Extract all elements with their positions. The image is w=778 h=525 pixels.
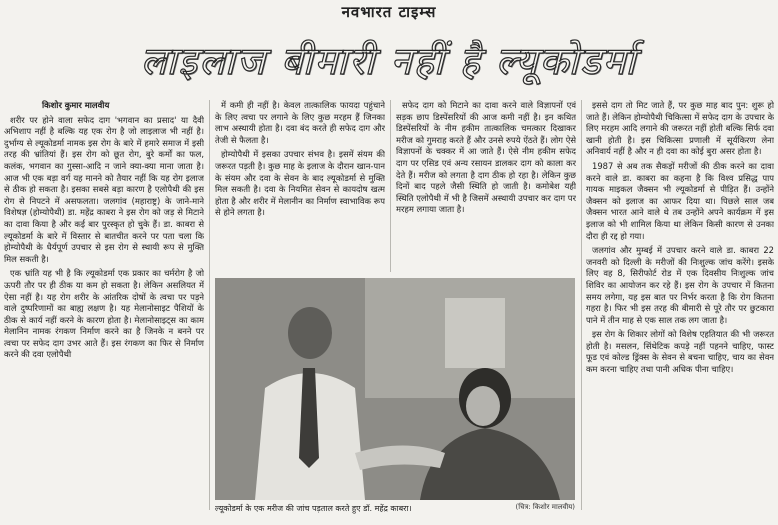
paragraph: जलगांव और मुम्बई में उपचार करने वाले डा. काबरा 22 जनवरी को दिल्ली के मरीजों की निःशुल्क जांच करेंगे। इसके लिए वह 8, सिरीफोर्ट रोड में एक दिवसीय निःशुल्क जांच शिविर का आयोजन कर रहे हैं। इस रोग के उपचार में कितना समय लगेगा, यह इस बात पर निर्भर करता है कि रोग कितना गहरा है। फिर भी इस तरह की बीमारी से पूरे तौर पर छुटकारा पाने में तीन माह से एक साल तक लग जाता है। (586, 245, 774, 325)
column-divider (390, 100, 391, 272)
photo-caption: ल्यूकोडर्मा के एक मरीज की जांच पड़ताल करते हुए डॉ. महेंद्र काबरा। (215, 504, 412, 513)
paragraph: इस रोग के शिकार लोगों को विशेष एहतियात की भी जरूरत होती है। मसलन, सिंथेटिक कपड़े नहीं पहनने चाहिए, फास्ट फूड एवं कोल्ड ड्रिंक्स के सेवन से बचना चाहिए, चाय का सेवन कम करना चाहिए तथा पानी अधिक पीना चाहिए। (586, 329, 774, 375)
paragraph: शरीर पर होने वाला सफेद दाग 'भगवान का प्रसाद' या दैवी अभिशाप नहीं है बल्कि यह एक रोग है जो लाइलाज भी नहीं है। दुर्भाग्य से ल्यूकोडर्मा नामक इस रोग के बारे में हमारे समाज में इसी तरह की भ्रांतियां हैं। इस रोग को छूत रोग, बुरे कर्मों का फल, कलंक, भगवान का गुस्सा-आदि न जाने क्या-क्या माना जाता है। आज भी एक बड़ा वर्ग यह मानने को तैयार नहीं कि यह रोग इलाज से ठीक हो सकता है। इसका सबसे बड़ा कारण है एलोपैथी की इस रोग से निपटने में असफलता। जलगांव (महाराष्ट्र) के जाने-माने विशेषज्ञ (होम्योपैथी) डा. महेंद्र काबरा ने इस रोग को जड़ से मिटाने का दावा किया है और कई बार पुरस्कृत हो चुके हैं। डा. काबरा से ल्यूकोडर्मा के बारे में विस्तार से बातचीत करने पर पता चला कि होम्योपैथी के धैर्यपूर्ण उपचार से इस रोग से स्थायी रूप से मुक्ति मिल सकती है। (4, 114, 204, 264)
article-column-2 (215, 100, 385, 272)
article-column-1 (4, 100, 204, 512)
column-divider (581, 100, 582, 510)
masthead: नवभारत टाइम्स (341, 3, 437, 21)
byline: किशोर कुमार मालवीय (42, 100, 110, 110)
paragraph: 1987 से अब तक सैकड़ों मरीजों की ठीक करने का दावा करने वाले डा. काबरा का कहना है कि विश्व प्रसिद्ध पाप गायक माइकल जैक्सन भी ल्यूकोडर्मा से पीड़ित हैं। उन्होंने जैक्सन को इलाज का आफर दिया था। पिछले साल जब जैक्सन भारत आने वाले थे तब उन्होंने अपने कार्यक्रम में इस इलाज को भी शामिल किया था लेकिन किसी कारण से उनका दौरा ही रद्द हो गया। (586, 160, 774, 241)
paragraph: सफेद दाग को मिटाने का दावा करने वाले विज्ञापनों एवं सड़क छाप डिस्पेंसरियों की आज कमी नहीं है। इन कथित डिस्पेंसरियों के नीम हकीम तात्कालिक चमत्कार दिखाकर मरीज को गुमराह करते हैं और उनसे रुपये ऐंठते हैं। लोग ऐसे विज्ञापनों के चक्कर में आ जाते हैं। ऐसे नीम हकीम सफेद दाग पर एसिड एवं अन्य रसायन डालकर दाग को काला कर देते हैं। मरीज को लगता है दाग ठीक हो रहा है। लेकिन कुछ दिनों बाद पहले जैसी स्थिति हो जाती है। कमोबेश यही स्थिति एलोपैथी में भी है जिसमें अस्थायी उपचार कर दाग पर मरहम लगाया जाता है। (396, 100, 576, 215)
paragraph: में कमी ही नहीं है। केवल तात्कालिक फायदा पहुंचाने के लिए त्वचा पर लगाने के लिए कुछ मरहम हैं जिनका लाभ अस्थायी होता है। दवा बंद करते ही सफेद दाग और तेजी से फैलता है। (215, 100, 385, 145)
photo-caption-row (215, 503, 575, 514)
article-column-3 (396, 100, 576, 272)
article-photo (215, 278, 575, 500)
photo-illustration (215, 278, 575, 500)
column-divider (209, 100, 210, 510)
paragraph: एक भ्रांति यह भी है कि ल्यूकोडर्मा एक प्रकार का चर्मरोग है जो ऊपरी तौर पर ही ठीक या कम हो सकता है। लेकिन असलियत में ऐसा नहीं है। यह रोग शरीर के आंतरिक दोषों के त्वचा पर पड़ने वाले दुष्परिणामों का बाह्य लक्षण है। यह मेलानोसाइट पैशियों के ठीक से कार्य नहीं करने के कारण होता है। मेलानोसाइट्स का काम मेलानिन नामक रंगकण निर्माण करने का है जिनके न बनने पर त्वचा पर सफेद दाग उभर आते हैं। इस रंगकण का फिर से निर्माण करने की दवा एलोपैथी (4, 268, 204, 360)
paragraph: होम्योपैथी में इसका उपचार संभव है। इसमें संयम की जरूरत पड़ती है। कुछ माह के इलाज के दौरान खान-पान के संयम और दवा के सेवन के बाद ल्यूकोडर्मा से मुक्ति मिल सकती है। दवा के नियमित सेवन से कायदोष खत्म होता है और शरीर में मेलानीन का निर्माण स्वाभाविक रूप से होने लगता है। (215, 149, 385, 218)
paragraph: इससे दाग तो मिट जाते हैं, पर कुछ माह बाद पुन: शुरू हो जाते हैं। लेकिन होम्योपैथी चिकित्सा में सफेद दाग के उपचार के लिए मरहम आदि लगाने की जरूरत नहीं होती बल्कि सिर्फ दवा खानी होती है। इस चिकित्सा प्रणाली में सूर्यकिरण लेना अनिवार्य नहीं है और न ही दवा का कोई बुरा असर होता है। (586, 100, 774, 157)
headline: लाइलाज बीमारी नहीं है ल्यूकोडर्मा (140, 39, 638, 83)
article-column-4 (586, 100, 774, 512)
photo-credit: (चित्र: किशोर मालवीय) (515, 503, 575, 511)
